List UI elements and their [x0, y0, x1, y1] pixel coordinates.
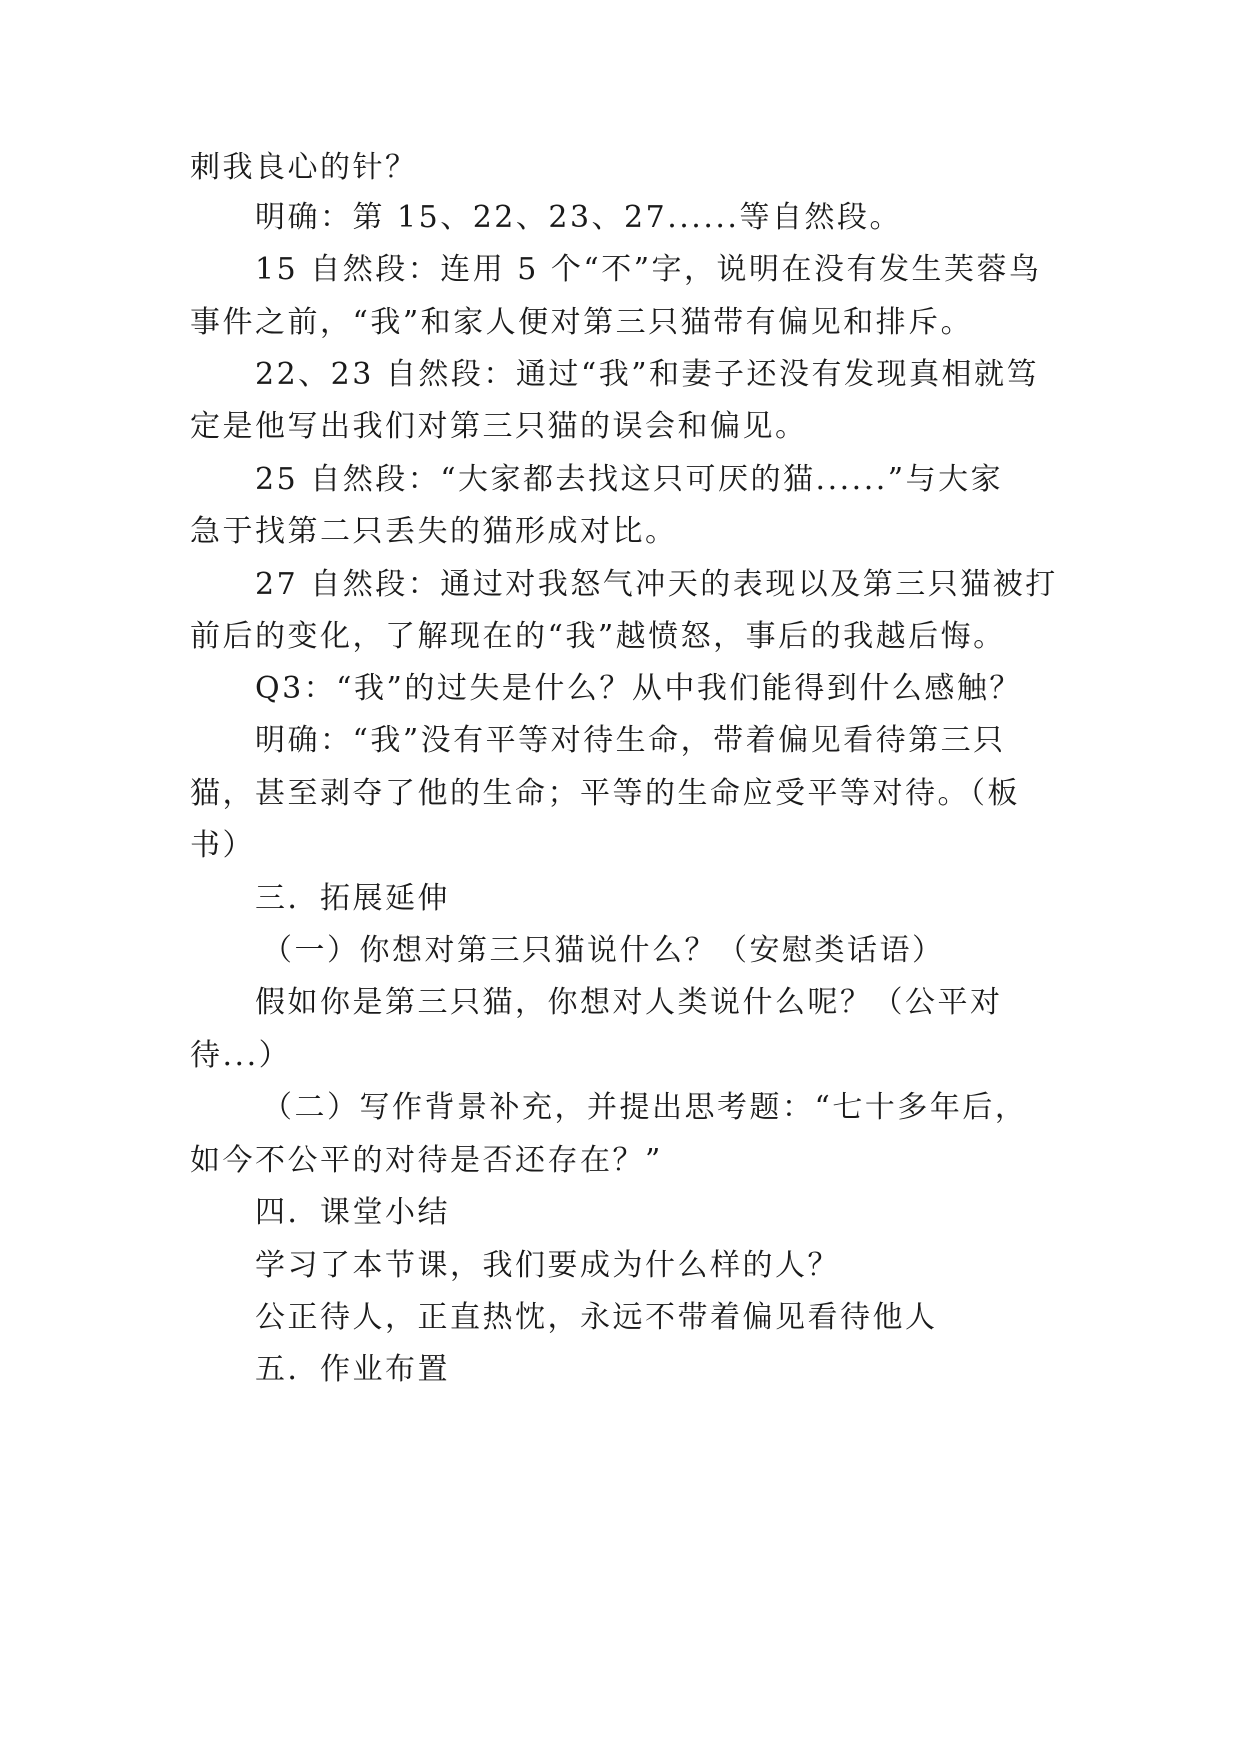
text-line: 公正待人，正直热忱，永远不带着偏见看待他人 — [255, 1300, 938, 1335]
text-line: 事件之前，“我”和家人便对第三只猫带有偏见和排斥。 — [190, 305, 974, 340]
text-line: 定是他写出我们对第三只猫的误会和偏见。 — [190, 409, 808, 444]
text-line: 27 自然段：通过对我怒气冲天的表现以及第三只猫被打 — [255, 567, 1058, 602]
text-line: 待...） — [190, 1038, 292, 1073]
text-line: 前后的变化，了解现在的“我”越愤怒，事后的我越后悔。 — [190, 619, 1006, 654]
text-line: 学习了本节课，我们要成为什么样的人？ — [255, 1248, 840, 1283]
text-line: 25 自然段：“大家都去找这只可厌的猫......”与大家 — [255, 462, 1004, 497]
text-line: （一）你想对第三只猫说什么？（安慰类话语） — [262, 933, 945, 968]
text-line: 刺我良心的针？ — [190, 150, 418, 185]
section-heading: 五．作业布置 — [255, 1352, 450, 1387]
section-heading: 四．课堂小结 — [255, 1195, 450, 1230]
text-line: Q3：“我”的过失是什么？从中我们能得到什么感触？ — [255, 671, 1022, 706]
text-line: 假如你是第三只猫，你想对人类说什么呢？（公平对 — [255, 985, 1003, 1020]
text-line: 如今不公平的对待是否还存在？” — [190, 1143, 663, 1178]
text-line: 猫，甚至剥夺了他的生命；平等的生命应受平等对待。（板 — [190, 776, 1020, 811]
section-heading: 三．拓展延伸 — [255, 881, 450, 916]
text-line: 急于找第二只丢失的猫形成对比。 — [190, 514, 678, 549]
text-line: 15 自然段：连用 5 个“不”字，说明在没有发生芙蓉鸟 — [255, 252, 1042, 287]
text-line: 明确：“我”没有平等对待生命，带着偏见看待第三只 — [255, 723, 1006, 758]
text-line: （二）写作背景补充，并提出思考题：“七十多年后， — [262, 1090, 1028, 1125]
text-line: 书） — [190, 828, 255, 863]
text-line: 明确：第 15、22、23、27......等自然段。 — [255, 200, 902, 235]
text-line: 22、23 自然段：通过“我”和妻子还没有发现真相就笃 — [255, 357, 1040, 392]
